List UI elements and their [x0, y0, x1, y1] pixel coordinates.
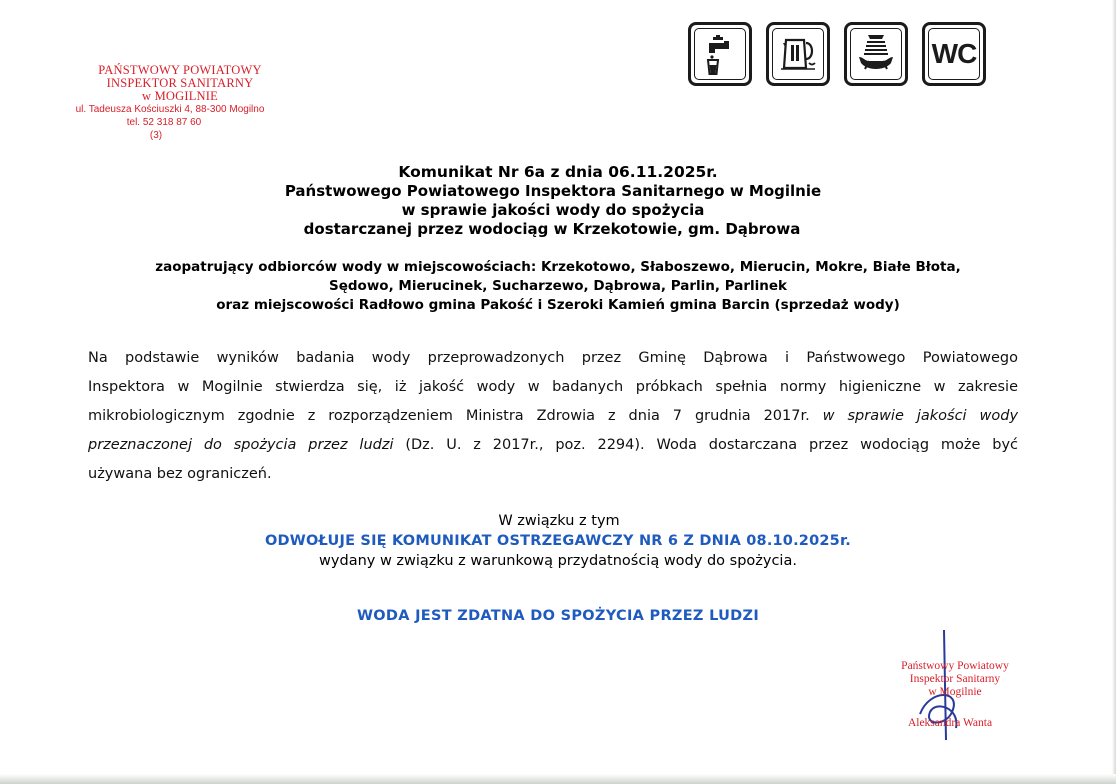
body-line-text: mikrobiologicznym zgodnie z rozporządzeniem Ministra Zdrowia z dnia 7 grudnia 2017r. — [88, 408, 810, 424]
stamp-address: ul. Tadeusza Kościuszki 4, 88-300 Mogilno — [75, 104, 265, 115]
regulation-title-cont: przeznaczonej do spożycia przez ludzi — [88, 437, 394, 453]
final-verdict-text: WODA JEST ZDATNA DO SPOŻYCIA PRZEZ LUDZI — [356, 608, 760, 624]
stamp-line: w MOGILNIE — [142, 89, 218, 103]
sign-stamp-line: Inspektor Sanitarny — [909, 673, 1001, 685]
heading-title: Komunikat Nr 6a z dnia 06.11.2025r. — [398, 163, 718, 181]
page-edge — [1112, 0, 1116, 784]
stamp-line: INSPEKTOR SANITARNY — [106, 76, 254, 90]
supply-line: zaopatrujący odbiorców wody w miejscowościach: Krzekotowo, Słaboszewo, Mierucin, Mokre, Białe Błota, — [155, 259, 961, 275]
page-bottom-edge — [0, 774, 1116, 784]
body-line: Inspektora w Mogilnie stwierdza się, iż jakość wody w badanych próbkach spełnia normy higieniczne w zakresie — [88, 379, 1018, 395]
revocation-notice: ODWOŁUJE SIĘ KOMUNIKAT OSTRZEGAWCZY NR 6 Z DNIA 08.10.2025r. — [265, 533, 851, 549]
announcement-heading — [0, 163, 1116, 239]
wc-icon — [922, 22, 986, 86]
conclusion-block — [0, 511, 1116, 571]
conclusion-note: wydany w związku z warunkową przydatnością wody do spożycia. — [319, 553, 797, 569]
body-line — [88, 402, 1018, 431]
body-line: używana bez ograniczeń. — [88, 466, 272, 482]
sign-stamp-line: Państwowy Powiatowy — [901, 660, 1009, 672]
stamp-phone: tel. 52 318 87 60 — [126, 117, 202, 128]
stamp-line: PAŃSTWOWY POWIATOWY — [98, 63, 262, 77]
regulation-title: w sprawie jakości wody — [822, 408, 1019, 424]
body-line-text: (Dz. U. z 2017r., poz. 2294). Woda dostarczana przez wodociąg może być — [405, 437, 1018, 453]
body-line — [88, 431, 1018, 460]
kettle-icon — [766, 22, 830, 86]
final-verdict — [0, 608, 1116, 624]
stamp-number: (3) — [149, 130, 163, 141]
heading-line: Państwowego Powiatowego Inspektora Sanitarnego w Mogilnie — [284, 182, 822, 200]
supply-line: oraz miejscowości Radłowo gmina Pakość i Szeroki Kamień gmina Barcin (sprzedaż wody) — [216, 297, 900, 313]
sign-stamp-line: w Mogilnie — [928, 686, 982, 698]
inspector-stamp — [60, 64, 300, 142]
signatory-name: Aleksandra Wanta — [907, 717, 993, 729]
supply-area — [0, 258, 1116, 315]
supply-line: Sędowo, Mierucinek, Sucharzewo, Dąbrowa, Parlin, Parlinek — [329, 278, 787, 294]
signature-stamp — [880, 660, 1030, 730]
wc-label: WC — [931, 38, 977, 69]
washing-dishes-icon — [844, 22, 908, 86]
body-paragraph — [88, 344, 1018, 489]
tap-water-icon — [688, 22, 752, 86]
heading-line: w sprawie jakości wody do spożycia — [401, 201, 705, 219]
heading-line: dostarczanej przez wodociąg w Krzekotowie, gm. Dąbrowa — [303, 220, 801, 238]
conclusion-intro: W związku z tym — [498, 513, 620, 529]
body-line: Na podstawie wyników badania wody przeprowadzonych przez Gminę Dąbrowa i Państwowego Powiatowego — [88, 350, 1018, 366]
